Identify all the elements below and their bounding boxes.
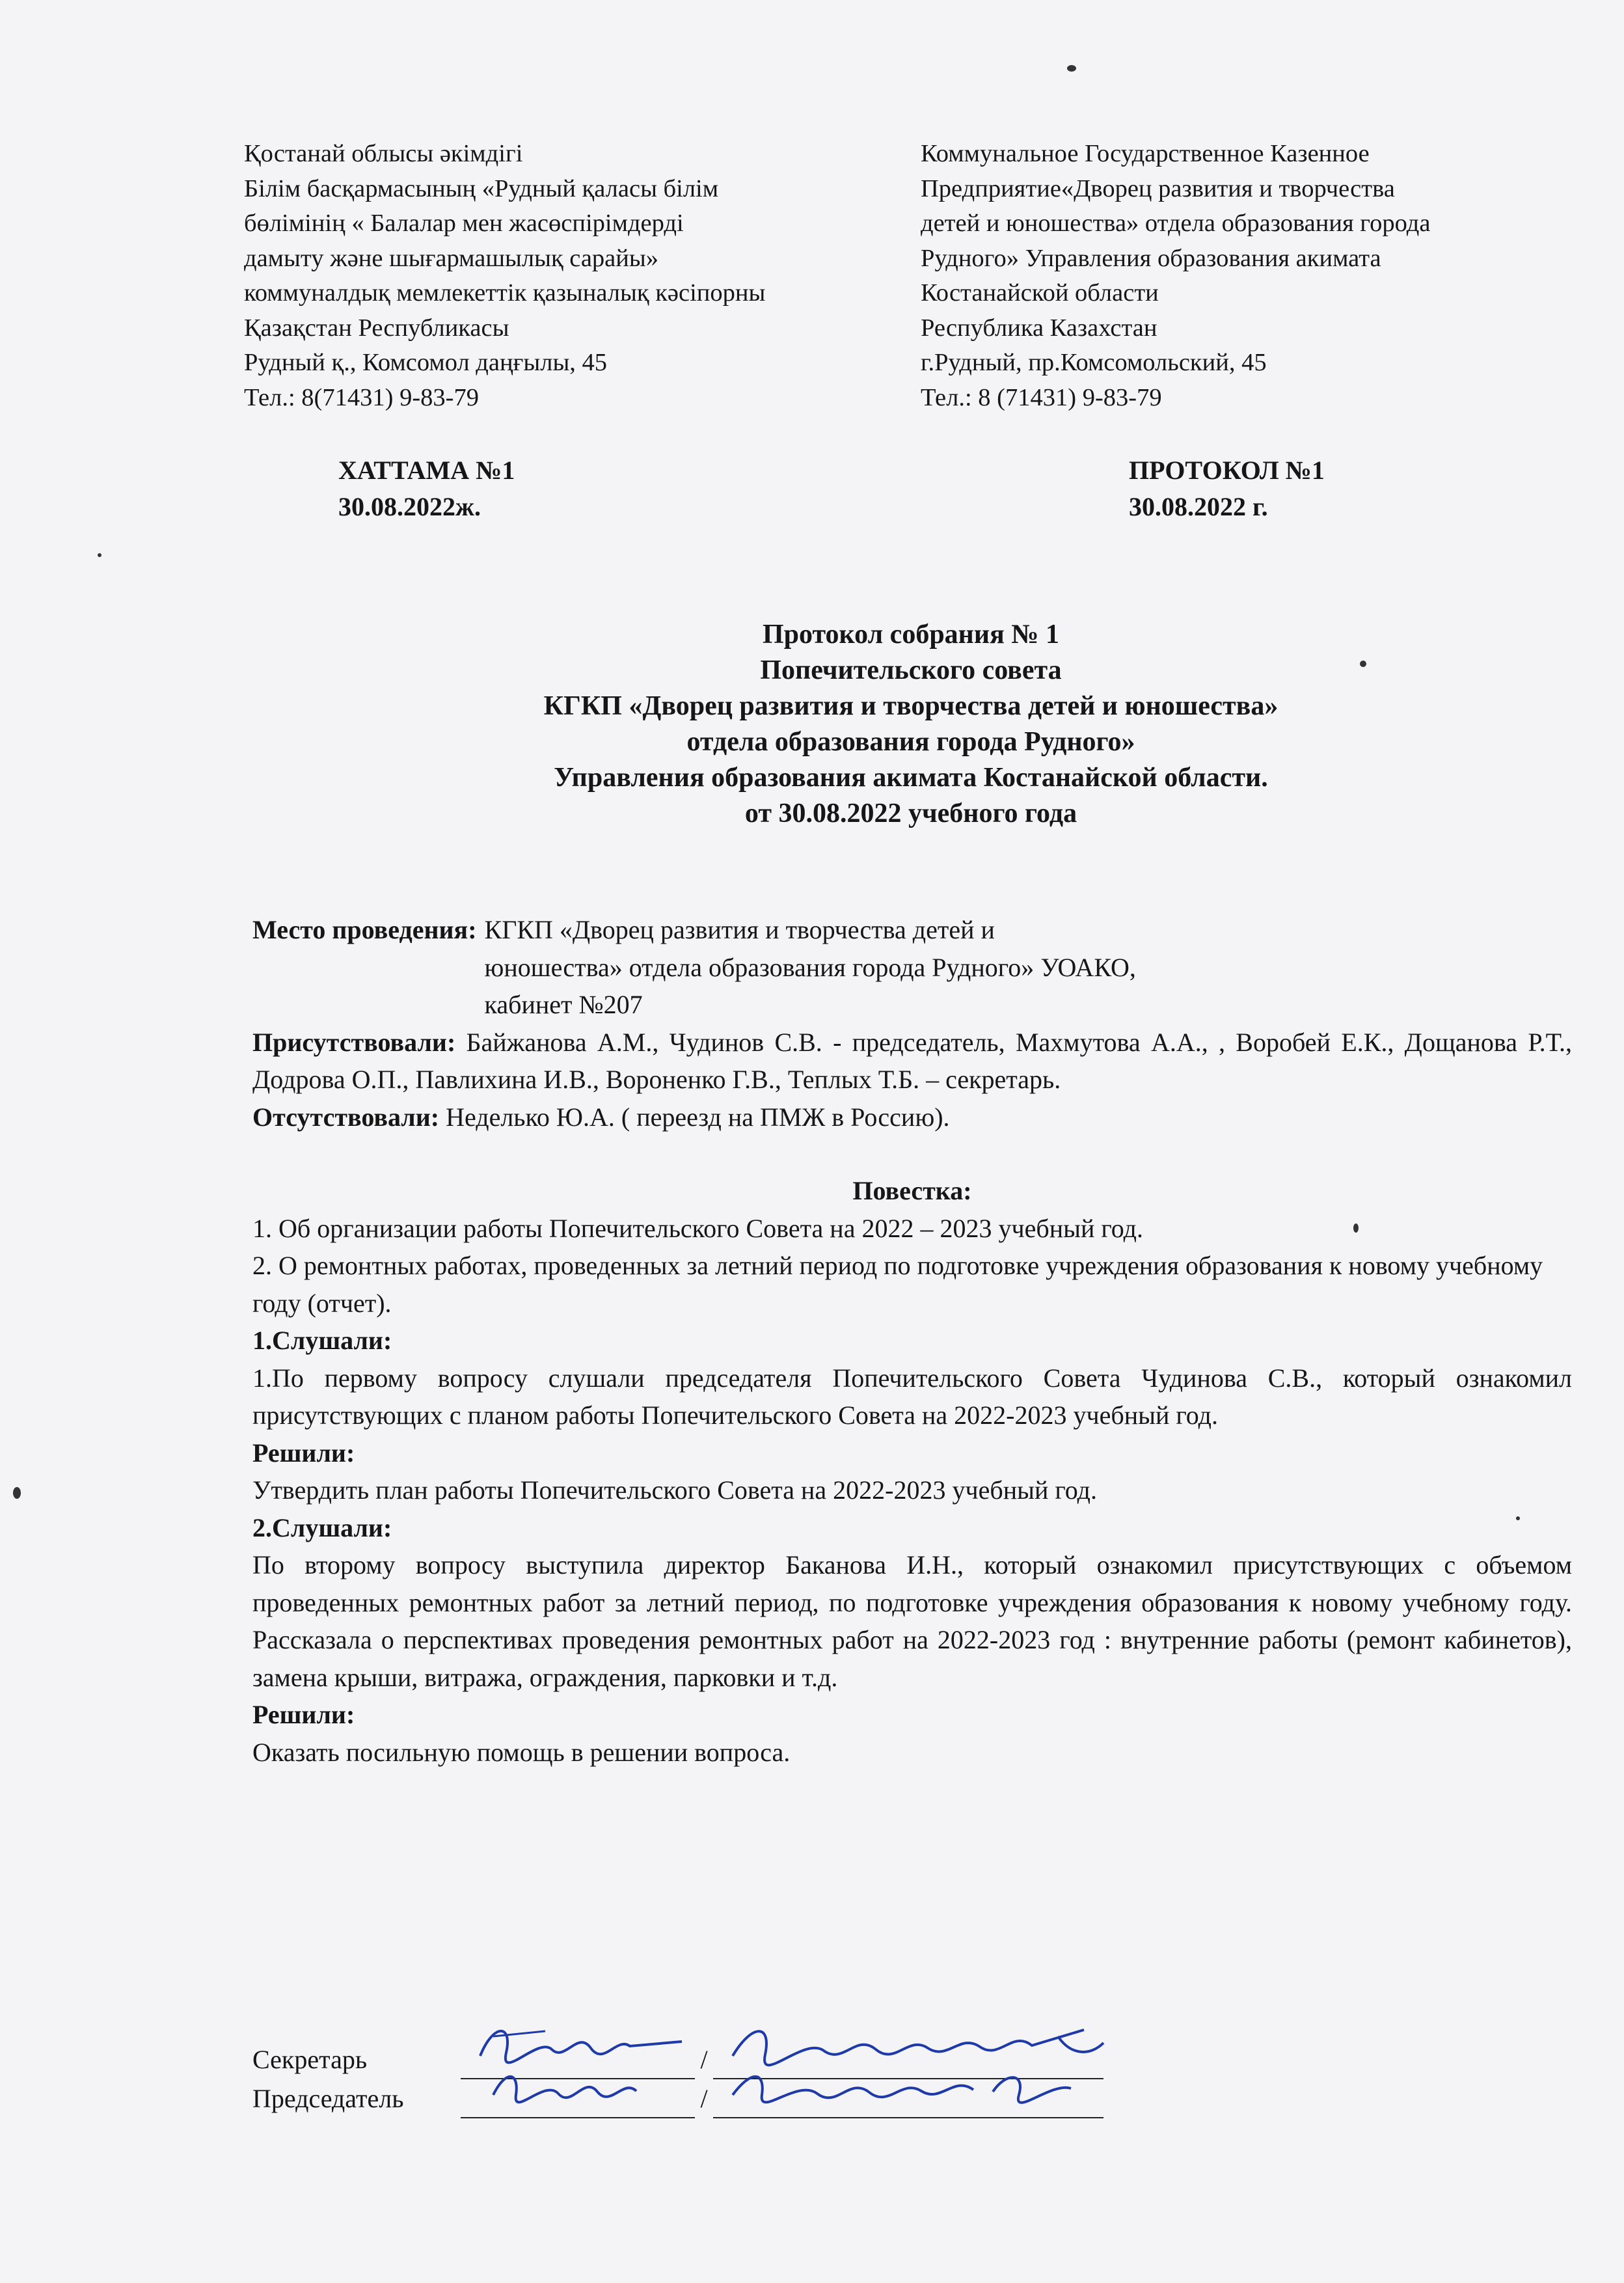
section2-decided-label: Решили:: [252, 1700, 355, 1729]
header-kazakh-line: Рудный қ., Комсомол даңғылы, 45: [244, 349, 608, 376]
chair-signature-row: [252, 2079, 1103, 2118]
agenda-title: Повестка:: [852, 1176, 972, 1205]
header-russian-line: Тел.: 8 (71431) 9-83-79: [921, 383, 1162, 411]
header-kazakh-line: дамыту және шығармашылық сарайы»: [244, 244, 658, 272]
header-russian: [921, 137, 1571, 415]
title-line: Попечительского совета: [760, 655, 1062, 685]
signature-separator: /: [700, 2084, 708, 2113]
protocol-number-kazakh: ХАТТАМА №1 30.08.2022ж.: [338, 456, 515, 521]
protocol-number-russian: ПРОТОКОЛ №1 30.08.2022 г.: [1129, 456, 1325, 521]
header-kazakh-line: Қазақстан Республикасы: [244, 314, 509, 342]
scan-speck: [1516, 1516, 1520, 1520]
agenda-item: 1. Об организации работы Попечительского Совета на 2022 – 2023 учебный год.: [252, 1213, 1143, 1243]
title-line: КГКП «Дворец развития и творчества детей и юношества»: [543, 691, 1279, 721]
venue-line: кабинет №207: [484, 990, 643, 1019]
present-text: Байжанова А.М., Чудинов С.В. - председатель, Махмутова А.А., , Воробей Е.К., Дощанова Р.Т., Додрова О.П., Павлихина И.В., Вороненко Г.В., Теплых Т.Б. – секретарь.: [252, 1027, 1572, 1094]
present-label: Присутствовали:: [252, 1027, 456, 1057]
scan-speck: [1067, 65, 1076, 72]
scan-speck: [13, 1487, 21, 1499]
header-russian-line: Рудного» Управления образования акимата: [921, 244, 1381, 272]
header-kazakh-line: Тел.: 8(71431) 9-83-79: [244, 383, 479, 411]
venue-label: Место проведения:: [252, 915, 477, 944]
scan-speck: [98, 553, 102, 557]
header-kazakh: [244, 137, 921, 415]
title-line: от 30.08.2022 учебного года: [744, 799, 1077, 828]
header-kazakh-line: Білім басқармасының «Рудный қаласы білім: [244, 174, 719, 202]
header-kazakh-line: коммуналдық мемлекеттік қазыналық кәсіпорны: [244, 279, 766, 307]
header-russian-line: Костанайской области: [921, 279, 1159, 307]
section1-decided-label: Решили:: [252, 1438, 355, 1468]
scan-speck: [1360, 661, 1366, 667]
header-russian-line: г.Рудный, пр.Комсомольский, 45: [921, 349, 1267, 376]
absent-block: [252, 1099, 1572, 1136]
signature-block: [252, 2040, 1103, 2118]
header-russian-line: детей и юношества» отдела образования города: [921, 210, 1431, 237]
title-line: Протокол собрания № 1: [762, 620, 1060, 649]
scan-speck: [1353, 1224, 1359, 1233]
chair-name-handwritten: [713, 2088, 1103, 2118]
venue-text: [485, 911, 1136, 1024]
signature-separator: /: [700, 2045, 708, 2074]
section1-decided-text: Утвердить план работы Попечительского Совета на 2022-2023 учебный год.: [252, 1475, 1098, 1505]
secretary-label: Секретарь: [252, 2045, 368, 2074]
handwritten-signature-icon: [487, 2062, 721, 2114]
document-title: [247, 617, 1575, 832]
present-block: [252, 1024, 1572, 1099]
venue-block: [252, 911, 1572, 1024]
section2-heard-label: 2.Слушали:: [252, 1512, 392, 1542]
section2-decided-text: Оказать посильную помощь в решении вопроса.: [252, 1737, 791, 1767]
title-line: Управления образования акимата Костанайской области.: [554, 763, 1268, 793]
title-line: отдела образования города Рудного»: [686, 727, 1135, 757]
absent-label: Отсутствовали:: [252, 1102, 440, 1132]
header-russian-line: Коммунальное Государственное Казенное: [921, 140, 1370, 167]
section2-heard-text: По второму вопросу выступила директор Баканова И.Н., который ознакомил присутствующих с объемом проведенных ремонтных работ за летний период, по подготовке учреждения образования к новому учебному году. Рассказала о перспективах проведения ремонтных работ на 2022-2023 год : внутренние работы (ремонт кабинетов), замена крыши, витража, ограждения, парковки и т.д.: [252, 1550, 1572, 1692]
header-kazakh-line: бөлімінің « Балалар мен жасөспірімдерді: [244, 210, 684, 237]
header-kazakh-line: Қостанай облысы әкімдігі: [244, 140, 523, 167]
agenda-item: 2. О ремонтных работах, проведенных за летний период по подготовке учреждения образования к новому учебному году (отчет).: [252, 1251, 1543, 1318]
absent-text: Неделько Ю.А. ( переезд на ПМЖ в Россию).: [439, 1102, 950, 1132]
venue-line: КГКП «Дворец развития и творчества детей и: [484, 915, 995, 944]
chair-signature: [461, 2088, 695, 2118]
header-russian-line: Предприятие«Дворец развития и творчества: [921, 174, 1395, 202]
handwritten-signature-icon: [720, 2062, 1123, 2114]
chair-label: Председатель: [252, 2084, 404, 2113]
venue-line: юношества» отдела образования города Рудного» УОАКО,: [484, 952, 1136, 982]
section1-heard-label: 1.Слушали:: [252, 1326, 392, 1355]
document-body: [252, 911, 1572, 1771]
section1-heard-text: 1.По первому вопросу слушали председателя Попечительского Совета Чудинова С.В., который ознакомил присутствующих с планом работы Попечительского Совета на 2022-2023 учебный год.: [252, 1363, 1572, 1430]
header-russian-line: Республика Казахстан: [921, 314, 1157, 342]
